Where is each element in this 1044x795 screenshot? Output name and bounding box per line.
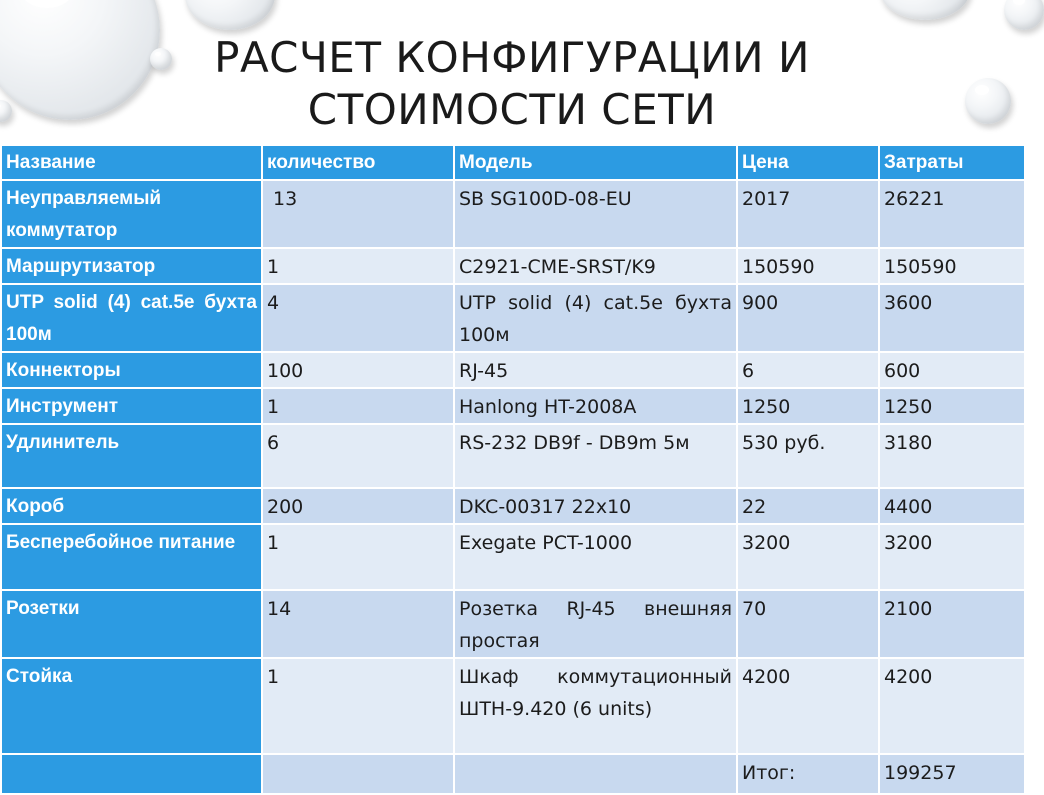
row-name-cell: Розетки: [1, 590, 262, 658]
title-line-2: СТОИМОСТИ СЕТИ: [307, 85, 717, 134]
row-cost-cell: 1250: [879, 388, 1025, 424]
table-row: [1, 424, 1025, 488]
row-quantity-cell: 100: [262, 352, 454, 388]
row-quantity-cell: 1: [262, 524, 454, 590]
row-price-cell: 150590: [737, 248, 879, 284]
row-model-cell: RS-232 DB9f - DB9m 5м: [454, 424, 737, 488]
row-model-cell: Шкаф коммутационный ШТН-9.420 (6 units): [454, 658, 737, 754]
table-row: [1, 524, 1025, 590]
row-name-cell: Короб: [1, 488, 262, 524]
row-model-cell: Розетка RJ-45 внешняя простая: [454, 590, 737, 658]
total-empty-cell: [454, 754, 737, 794]
configuration-table: [0, 144, 1026, 795]
row-cost-cell: 3200: [879, 524, 1025, 590]
total-empty-cell: [1, 754, 262, 794]
row-price-cell: 70: [737, 590, 879, 658]
row-cost-cell: 26221: [879, 180, 1025, 248]
column-header-cost: Затраты: [879, 145, 1025, 180]
row-name-cell: Неуправляемый коммутатор: [1, 180, 262, 248]
total-value: 199257: [879, 754, 1025, 794]
row-quantity-cell: 200: [262, 488, 454, 524]
row-name-cell: Инструмент: [1, 388, 262, 424]
title-line-1: РАСЧЕТ КОНФИГУРАЦИИ И: [214, 33, 810, 82]
row-model-cell: UTP solid (4) cat.5e бухта 100м: [454, 284, 737, 352]
table-row: [1, 388, 1025, 424]
row-quantity-cell: 4: [262, 284, 454, 352]
row-cost-cell: 2100: [879, 590, 1025, 658]
row-name-cell: Бесперебойное питание: [1, 524, 262, 590]
column-header-model: Модель: [454, 145, 737, 180]
row-cost-cell: 150590: [879, 248, 1025, 284]
row-price-cell: 2017: [737, 180, 879, 248]
row-name-cell: UTP solid (4) cat.5e бухта 100м: [1, 284, 262, 352]
row-quantity-cell: 14: [262, 590, 454, 658]
row-cost-cell: 4400: [879, 488, 1025, 524]
row-model-cell: RJ-45: [454, 352, 737, 388]
table-row: [1, 488, 1025, 524]
row-price-cell: 4200: [737, 658, 879, 754]
row-model-cell: Exegate PCT-1000: [454, 524, 737, 590]
row-cost-cell: 600: [879, 352, 1025, 388]
total-empty-cell: [262, 754, 454, 794]
row-price-cell: 530 руб.: [737, 424, 879, 488]
table-row: [1, 658, 1025, 754]
column-header-name: Название: [1, 145, 262, 180]
row-name-cell: Стойка: [1, 658, 262, 754]
row-name-cell: Коннекторы: [1, 352, 262, 388]
table-row: [1, 284, 1025, 352]
table-row: [1, 352, 1025, 388]
row-model-cell: C2921-CME-SRST/K9: [454, 248, 737, 284]
water-drop-decoration: [185, 0, 275, 30]
table-header-row: [1, 145, 1025, 180]
row-quantity-cell: 1: [262, 248, 454, 284]
row-quantity-cell: 1: [262, 658, 454, 754]
row-cost-cell: 3600: [879, 284, 1025, 352]
table-total-row: [1, 754, 1025, 794]
column-header-price: Цена: [737, 145, 879, 180]
row-model-cell: DKC-00317 22x10: [454, 488, 737, 524]
row-quantity-cell: 13: [262, 180, 454, 248]
slide-title: [0, 32, 1024, 136]
row-cost-cell: 3180: [879, 424, 1025, 488]
row-price-cell: 3200: [737, 524, 879, 590]
row-price-cell: 6: [737, 352, 879, 388]
row-price-cell: 22: [737, 488, 879, 524]
water-drop-decoration: [1004, 0, 1044, 30]
row-quantity-cell: 1: [262, 388, 454, 424]
row-price-cell: 1250: [737, 388, 879, 424]
row-quantity-cell: 6: [262, 424, 454, 488]
water-drop-decoration: [880, 0, 970, 20]
table-row: [1, 180, 1025, 248]
row-model-cell: Hanlong HT-2008A: [454, 388, 737, 424]
table-row: [1, 590, 1025, 658]
row-name-cell: Маршрутизатор: [1, 248, 262, 284]
row-model-cell: SB SG100D-08-EU: [454, 180, 737, 248]
table-row: [1, 248, 1025, 284]
row-name-cell: Удлинитель: [1, 424, 262, 488]
row-price-cell: 900: [737, 284, 879, 352]
row-cost-cell: 4200: [879, 658, 1025, 754]
total-label: Итог:: [737, 754, 879, 794]
column-header-quantity: количество: [262, 145, 454, 180]
